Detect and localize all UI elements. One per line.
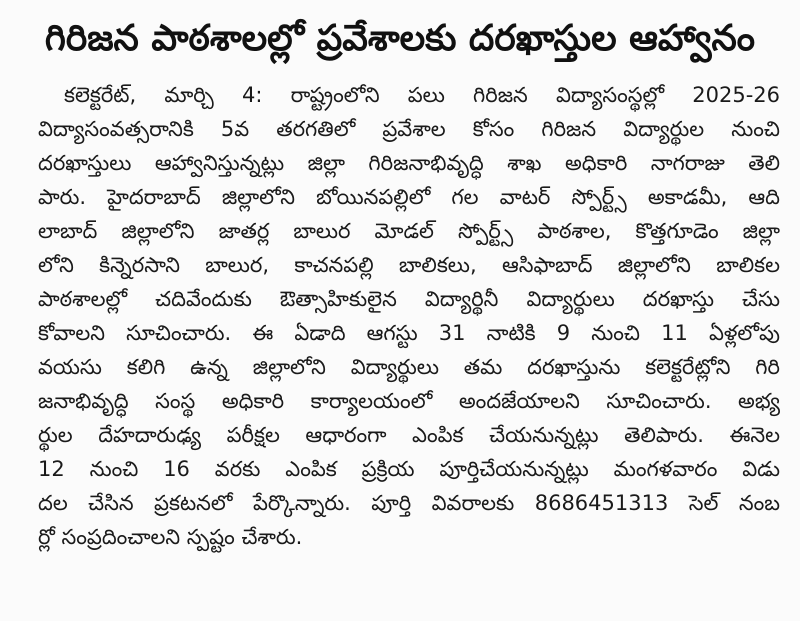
- article-line: ర్లో సంప్రదించాలని స్పష్టం చేశారు.: [38, 525, 303, 549]
- article-line: పారు. హైదరాబాద్ జిల్లాలోని బోయినపల్లిలో గల వాటర్ స్పోర్ట్స్ అకాడమీ, ఆది: [38, 185, 780, 209]
- article-line: దల చేసిన ప్రకటనలో పేర్కొన్నారు. పూర్తి వివరాలకు 8686451313 సెల్ నంబ: [38, 491, 780, 515]
- article-line: పాఠశాలల్లో చదివేందుకు ఔత్సాహికులైన విద్యార్థినీ విద్యార్థులు దరఖాస్తు చేసు: [38, 287, 780, 311]
- article-line: 12 నుంచి 16 వరకు ఎంపిక ప్రక్రియ పూర్తిచేయనున్నట్లు మంగళవారం విడు: [38, 457, 780, 481]
- article-line: వయసు కలిగి ఉన్న జిల్లాలోని విద్యార్థులు తమ దరఖాస్తును కలెక్టరేట్లోని గిరి: [38, 355, 780, 379]
- article-line: లాబాద్ జిల్లాలోని జాతర్ల బాలుర మోడల్ స్పోర్ట్స్ పాఠశాల, కొత్తగూడెం జిల్లా: [38, 219, 780, 243]
- article-line: ర్థుల దేహదారుఢ్య పరీక్షల ఆధారంగా ఎంపిక చేయనున్నట్లు తెలిపారు. ఈనెల: [38, 423, 780, 447]
- article-headline: గిరిజన పాఠశాలల్లో ప్రవేశాలకు దరఖాస్తుల ఆహ్వానం: [44, 18, 756, 59]
- article-line: లోని కిన్నెరసాని బాలుర, కాచనపల్లి బాలికలు, ఆసిఫాబాద్ జిల్లాలోని బాలికల: [38, 253, 780, 277]
- article-line: జనాభివృద్ధి సంస్థ అధికారి కార్యాలయంలో అందజేయాలని సూచించారు. అభ్య: [38, 389, 780, 413]
- article-line: దరఖాస్తులు ఆహ్వానిస్తున్నట్లు జిల్లా గిరిజనాభివృద్ధి శాఖ అధికారి నాగరాజు తెలి: [38, 151, 780, 175]
- article-body: [38, 78, 780, 554]
- article-line: కోవాలని సూచించారు. ఈ ఏడాది ఆగస్టు 31 నాటికి 9 నుంచి 11 ఏళ్లలోపు: [38, 321, 780, 345]
- article-line: విద్యాసంవత్సరానికి 5వ తరగతిలో ప్రవేశాల కోసం గిరిజన విద్యార్థుల నుంచి: [38, 117, 780, 141]
- article-line: కలెక్టరేట్, మార్చి 4: రాష్ట్రంలోని పలు గిరిజన విద్యాసంస్థల్లో 2025-26: [64, 83, 780, 107]
